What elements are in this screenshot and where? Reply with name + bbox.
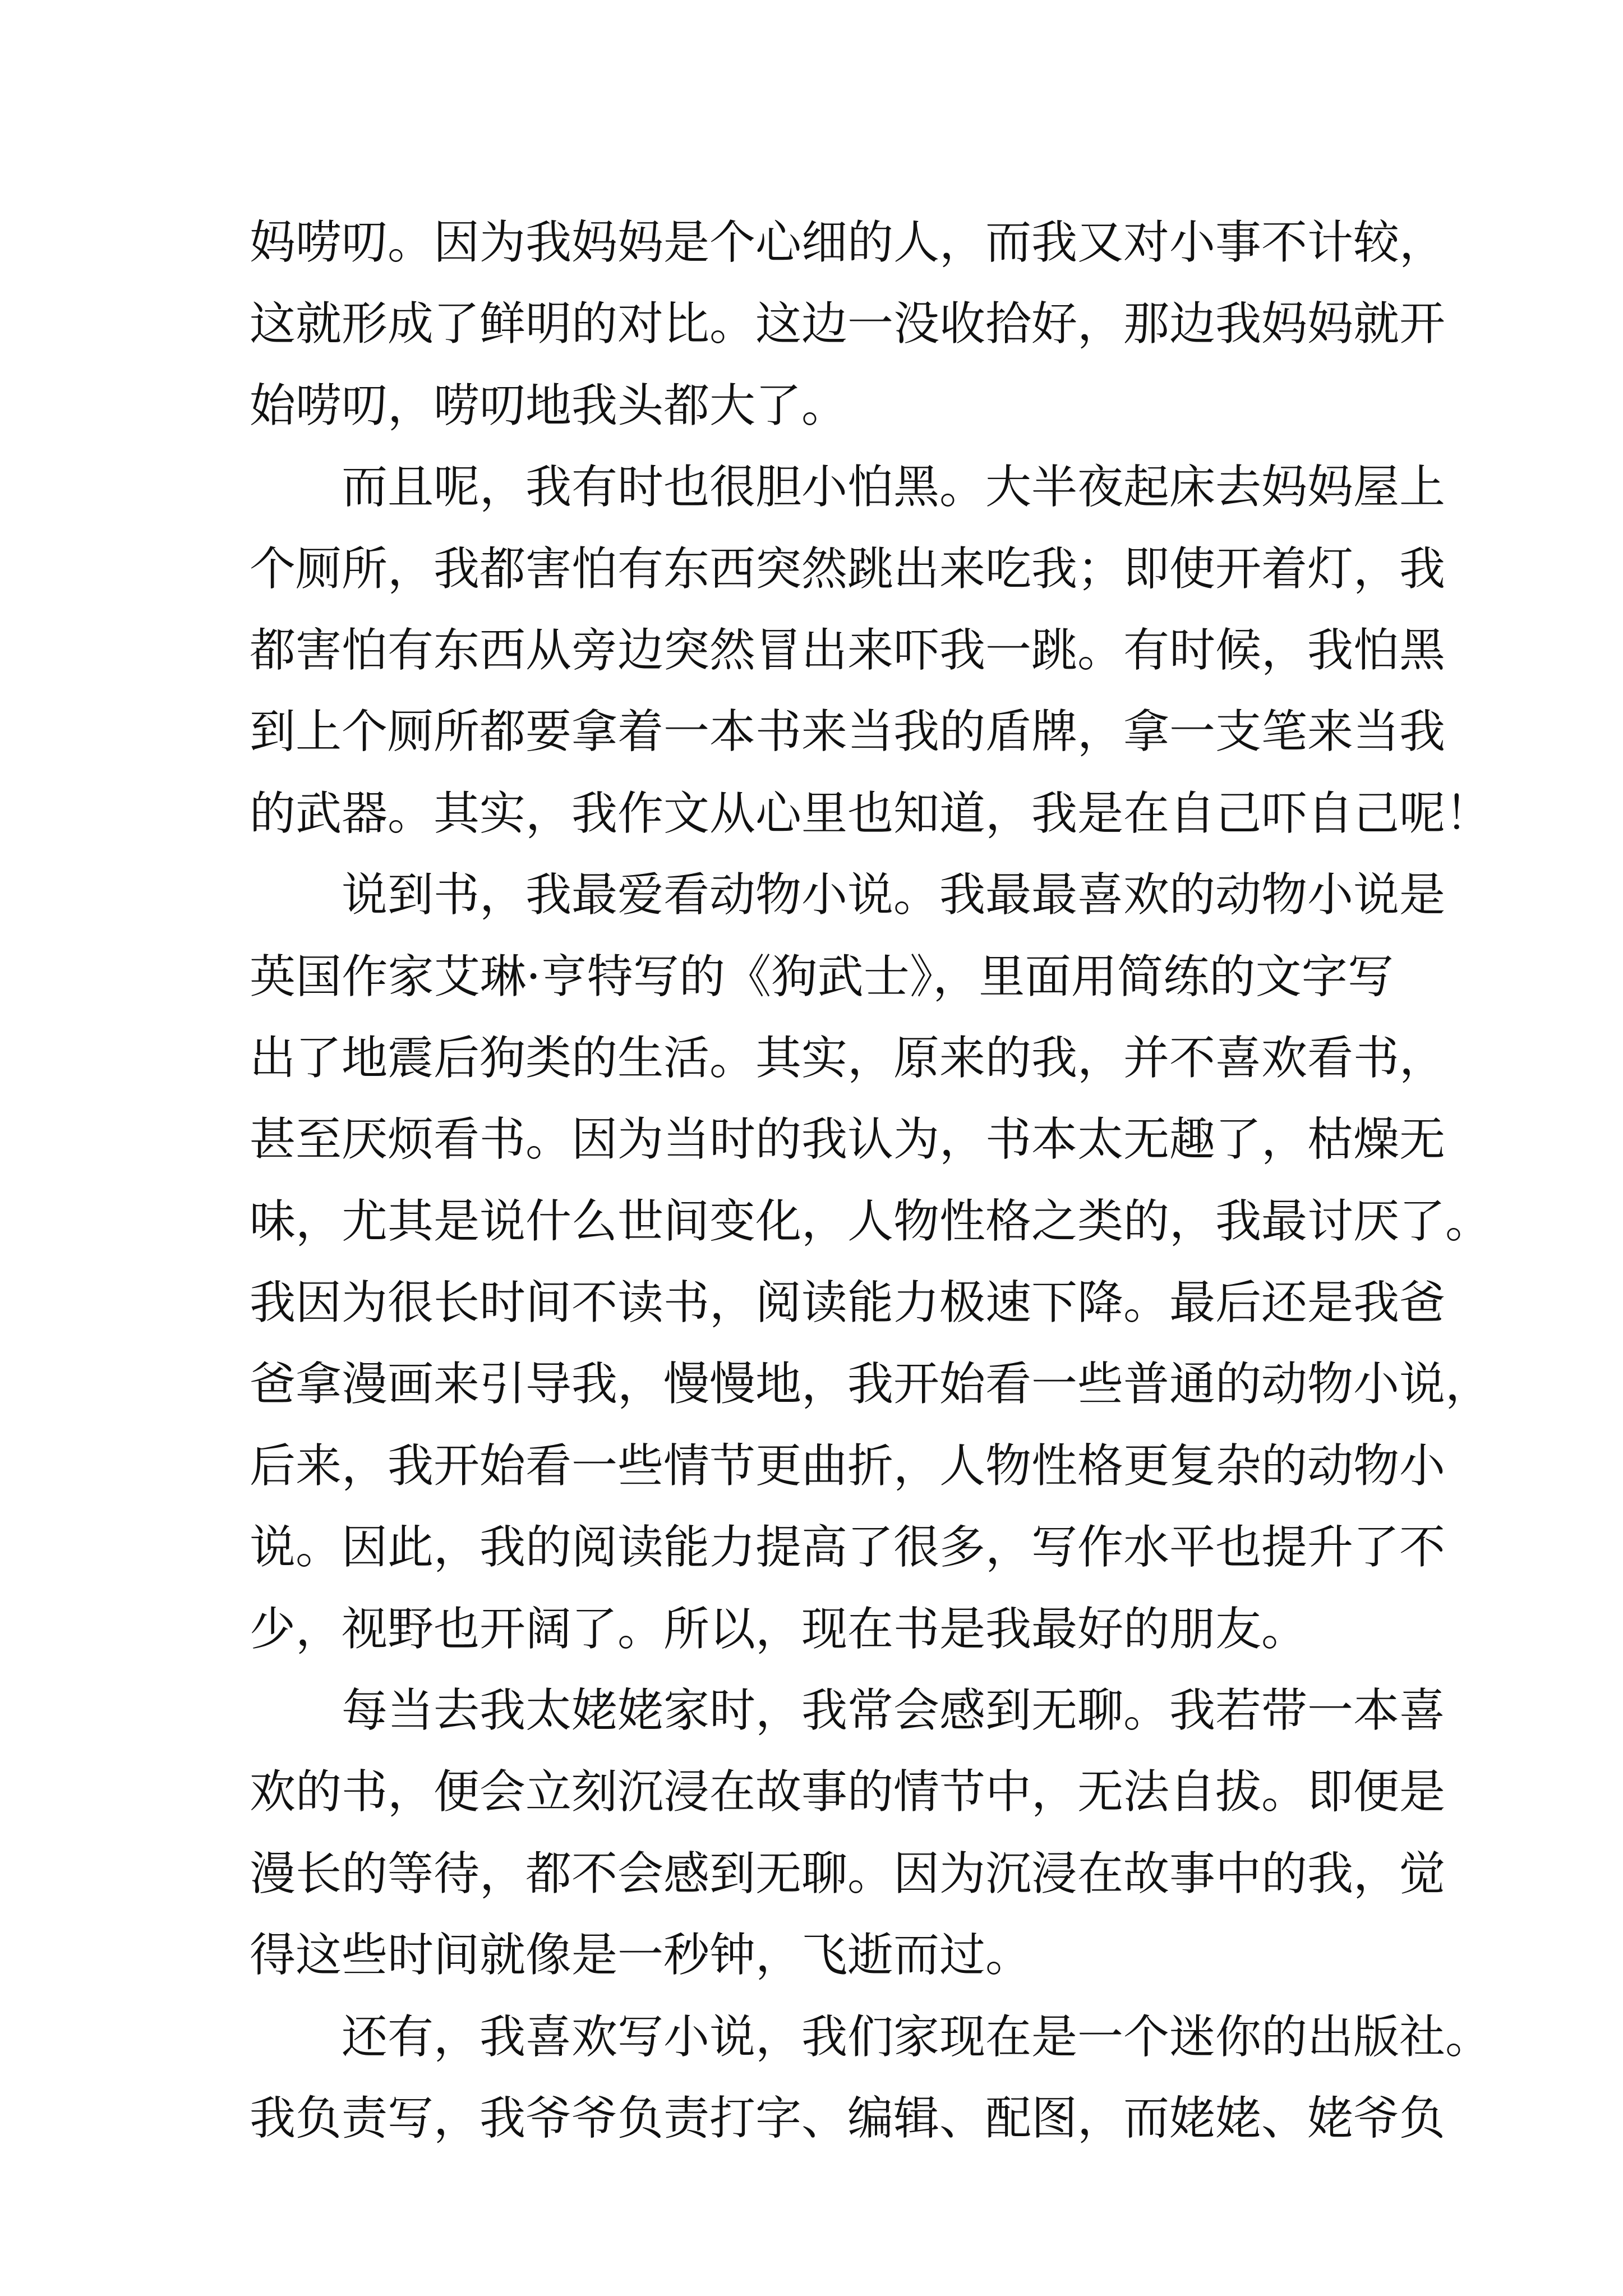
text-line: 爸拿漫画来引导我，慢慢地，我开始看一些普通的动物小说， [250, 1358, 1492, 1411]
text-line: 到上个厕所都要拿着一本书来当我的盾牌，拿一支笔来当我 [250, 705, 1446, 759]
text-line: 个厕所，我都害怕有东西突然跳出来吃我；即使开着灯，我 [250, 542, 1446, 596]
text-line: 味，尤其是说什么世间变化，人物性格之类的，我最讨厌了。 [250, 1194, 1492, 1248]
text-line: 得这些时间就像是一秒钟，飞逝而过。 [250, 1929, 1032, 1982]
text-line: 都害怕有东西从旁边突然冒出来吓我一跳。有时候，我怕黑 [250, 623, 1446, 677]
text-line: 我负责写，我爷爷负责打字、编辑、配图，而姥姥、姥爷负 [250, 2091, 1446, 2145]
text-line: 欢的书，便会立刻沉浸在故事的情节中，无法自拔。即便是 [250, 1765, 1446, 1819]
text-line: 始唠叨，唠叨地我头都大了。 [250, 379, 848, 432]
text-line: 后来，我开始看一些情节更曲折，人物性格更复杂的动物小 [250, 1439, 1446, 1493]
text-line: 甚至厌烦看书。因为当时的我认为，书本太无趣了，枯燥无 [250, 1113, 1446, 1167]
text-line: 说到书，我最爱看动物小说。我最最喜欢的动物小说是 [342, 868, 1446, 922]
document-body [250, 202, 1492, 2159]
text-line: 漫长的等待，都不会感到无聊。因为沉浸在故事中的我，觉 [250, 1847, 1446, 1901]
text-line: 的武器。其实，我作文从心里也知道，我是在自己吓自己呢！ [250, 786, 1492, 840]
text-line: 说。因此，我的阅读能力提高了很多，写作水平也提升了不 [250, 1521, 1446, 1575]
text-line: 少，视野也开阔了。所以，现在书是我最好的朋友。 [250, 1602, 1308, 1656]
text-line: 出了地震后狗类的生活。其实，原来的我，并不喜欢看书， [250, 1031, 1446, 1085]
text-line: 还有，我喜欢写小说，我们家现在是一个迷你的出版社。 [342, 2010, 1492, 2064]
text-line: 英国作家艾琳·亨特写的《狗武士》，里面用简练的文字写 [250, 950, 1394, 1004]
text-line: 这就形成了鲜明的对比。这边一没收拾好，那边我妈妈就开 [250, 297, 1446, 351]
text-line: 我因为很长时间不读书，阅读能力极速下降。最后还是我爸 [250, 1276, 1446, 1330]
text-line: 妈唠叨。因为我妈妈是个心细的人，而我又对小事不计较， [250, 216, 1446, 269]
text-line: 每当去我太姥姥家时，我常会感到无聊。我若带一本喜 [342, 1684, 1446, 1738]
text-line: 而且呢，我有时也很胆小怕黑。大半夜起床去妈妈屋上 [342, 461, 1446, 514]
